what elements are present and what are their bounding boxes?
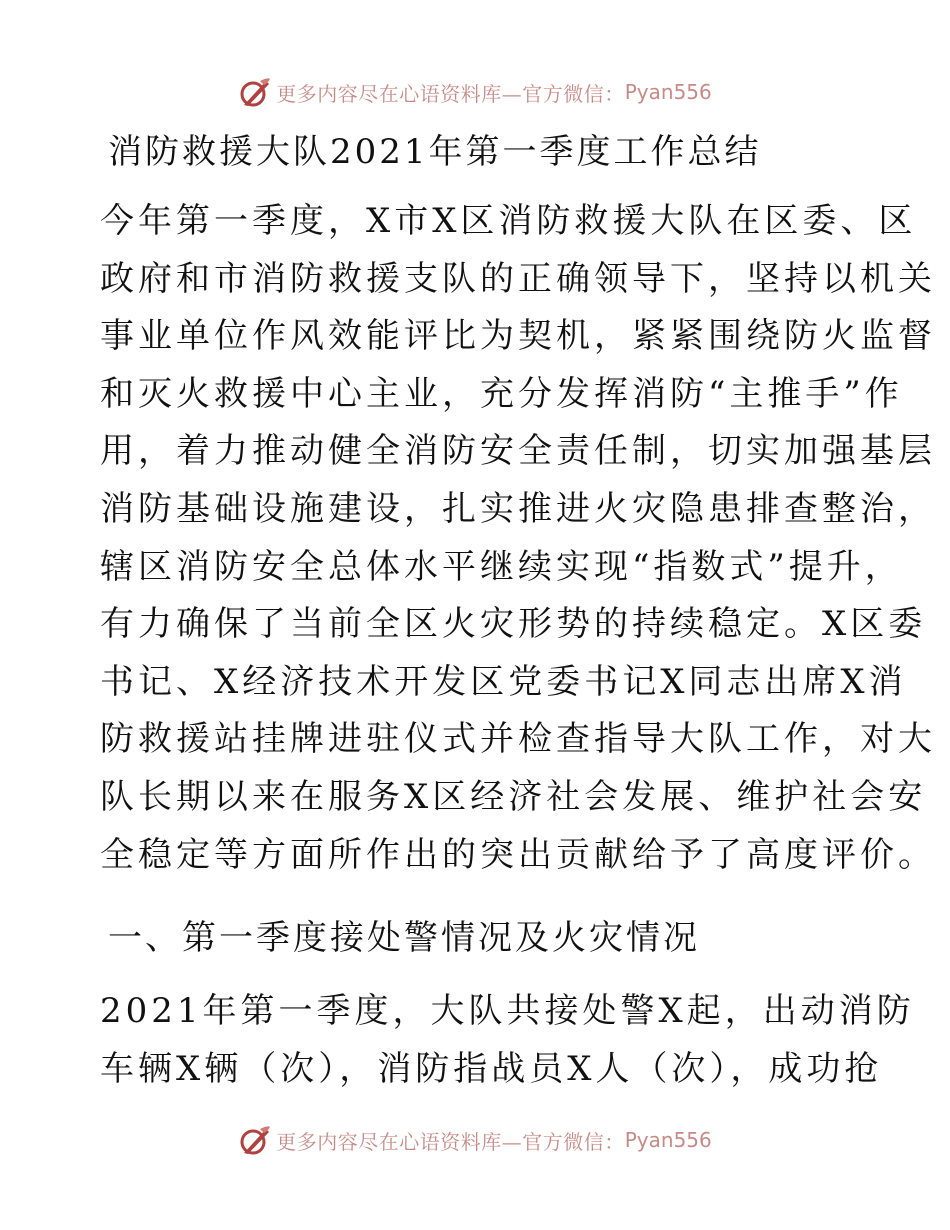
watermark-text: 更多内容尽在心语资料库—官方微信： xyxy=(276,81,625,106)
paragraph-line: 全稳定等方面所作出的突出贡献给予了高度评价。 xyxy=(100,834,936,875)
section-paragraph xyxy=(100,983,915,1098)
red-quill-logo-icon xyxy=(238,1123,272,1157)
watermark-text: 更多内容尽在心语资料库—官方微信： xyxy=(276,1129,625,1154)
section-heading: 一、第一季度接处警情况及火灾情况 xyxy=(108,918,700,958)
paragraph-line: 事业单位作风效能评比为契机，紧紧围绕防火监督 xyxy=(100,316,936,357)
intro-paragraph xyxy=(100,193,936,884)
paragraph-line: 有力确保了当前全区火灾形势的持续稳定。X区委 xyxy=(100,604,927,645)
watermark-header xyxy=(0,72,950,112)
paragraph-line: 书记、X经济技术开发区党委书记X同志出席X消 xyxy=(100,661,907,702)
red-quill-logo-icon xyxy=(238,75,272,109)
watermark-footer xyxy=(0,1120,950,1160)
paragraph-line: 车辆X辆（次），消防指战员X人（次），成功抢 xyxy=(100,1048,883,1089)
watermark-wechat-id: Pyan556 xyxy=(624,80,712,104)
watermark-wechat-id: Pyan556 xyxy=(624,1128,712,1152)
paragraph-line: 消防基础设施建设，扎实推进火灾隐患排查整治， xyxy=(100,488,936,529)
paragraph-line: 2021年第一季度，大队共接处警X起，出动消防 xyxy=(100,991,915,1031)
paragraph-line: 用，着力推动健全消防安全责任制，切实加强基层 xyxy=(100,431,936,472)
paragraph-line: 和灭火救援中心主业，充分发挥消防“主推手”作 xyxy=(100,373,903,414)
paragraph-line: 队长期以来在服务X区经济社会发展、维护社会安 xyxy=(100,776,927,817)
paragraph-line: 今年第一季度，X市X区消防救援大队在区委、区 xyxy=(100,201,917,241)
paragraph-line: 辖区消防安全总体水平继续实现“指数式”提升， xyxy=(100,546,903,587)
paragraph-line: 政府和市消防救援支队的正确领导下，坚持以机关 xyxy=(100,258,936,299)
document-title: 消防救援大队2021年第一季度工作总结 xyxy=(108,132,762,172)
paragraph-line: 防救援站挂牌进驻仪式并检查指导大队工作，对大 xyxy=(100,719,936,760)
